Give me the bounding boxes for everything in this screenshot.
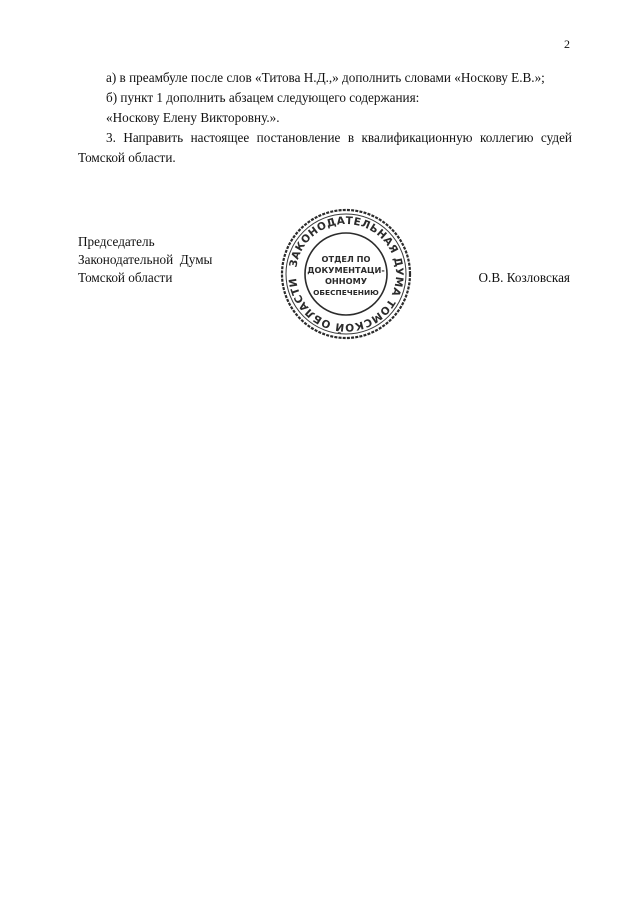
paragraph-a: а) в преамбуле после слов «Титова Н.Д.,» дополнить словами «Носкову Е.В.»; xyxy=(106,70,545,85)
signatory-title-line-1: Председатель xyxy=(78,234,155,249)
stamp-center-line-1: ОТДЕЛ ПО xyxy=(321,254,371,264)
stamp-ring-text: ЗАКОНОДАТЕЛЬНАЯ ДУМА ТОМСКОЙ ОБЛАСТИ xyxy=(287,214,406,334)
paragraph-3: 3. Направить настоящее постановление в квалификационную коллегию судей Томской области. xyxy=(78,130,572,165)
stamp-center-line-2: ДОКУМЕНТАЦИ- xyxy=(307,265,385,275)
stamp-center-line-3: ОННОМУ xyxy=(324,276,368,286)
document-body xyxy=(78,68,572,168)
stamp-seal-image xyxy=(279,207,413,341)
paragraph-quote: «Носкову Елену Викторовну.». xyxy=(106,110,280,125)
signatory-title xyxy=(78,233,212,287)
signatory-name: О.В. Козловская xyxy=(478,270,570,285)
signatory-title-line-3: Томской области xyxy=(78,270,173,285)
paragraph-b: б) пункт 1 дополнить абзацем следующего содержания: xyxy=(106,90,420,105)
stamp-center-line-4: ОБЕСПЕЧЕНИЮ xyxy=(313,288,379,297)
page-number: 2 xyxy=(564,37,570,51)
signatory-title-line-2: Законодательной Думы xyxy=(78,252,213,267)
official-stamp xyxy=(279,207,413,341)
